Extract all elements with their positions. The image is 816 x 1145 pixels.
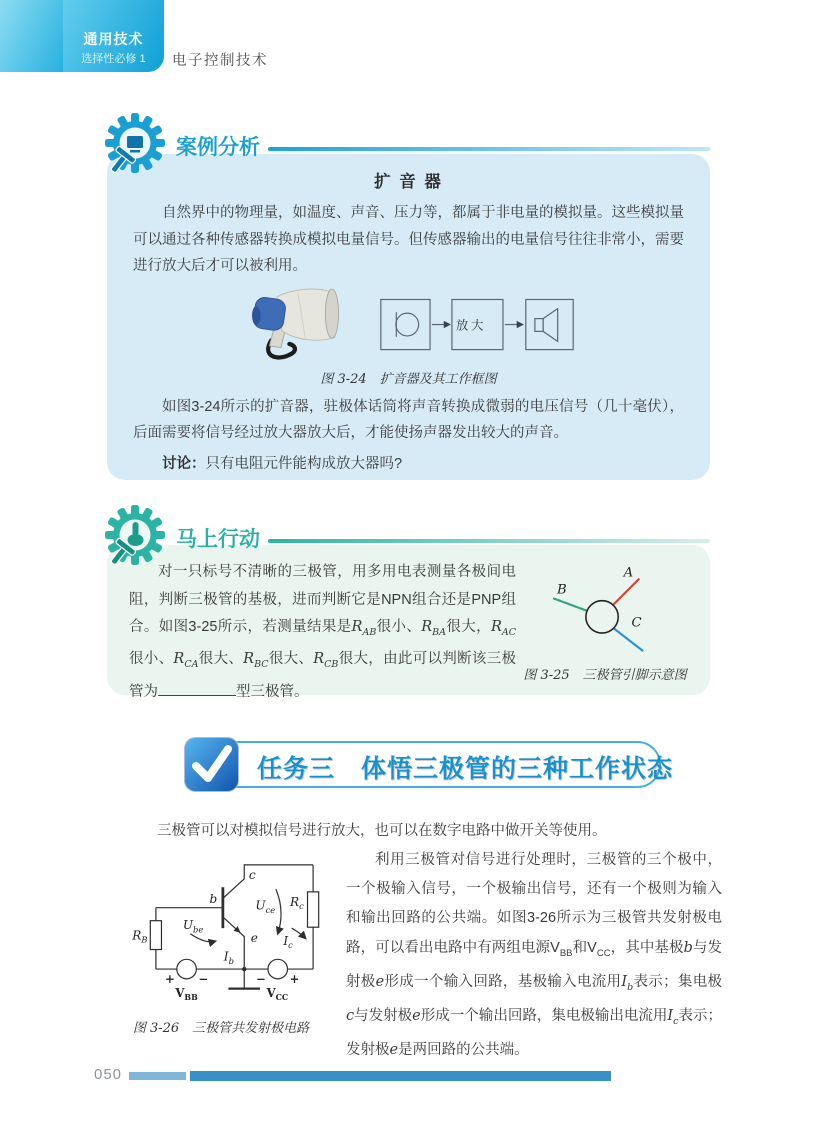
figure-3-26-caption: 图 3-26 三极管共发射极电路 [132, 1021, 310, 1036]
footer-bar-dark [190, 1071, 611, 1081]
amplify-block-label: 放大 [455, 318, 486, 333]
course-title: 通用技术 [83, 31, 144, 47]
act-now-section-header [102, 502, 710, 574]
label-b: b [209, 892, 218, 907]
label-vcc: $V_{CC}$ [266, 985, 289, 1002]
speaker-symbol [534, 308, 557, 341]
section-title-act-now: 马上行动 [176, 528, 260, 551]
fill-in-blank [158, 681, 236, 696]
vcc-minus: − [256, 972, 266, 987]
section-divider-line [268, 147, 710, 151]
transistor-pins-diagram [516, 563, 694, 659]
label-uce: $U_{ce}$ [255, 898, 276, 915]
figure-3-25-caption: 图 3-25 三极管引脚示意图 [523, 668, 687, 683]
common-emitter-circuit-diagram [101, 850, 341, 1010]
case-analysis-section-header [102, 110, 710, 182]
task-title: 任务三 体悟三极管的三种工作状态 [257, 755, 674, 783]
label-vbb: $V_{BB}$ [175, 985, 198, 1002]
label-ube: $U_{be}$ [182, 918, 204, 935]
battery-vbb [177, 959, 197, 979]
resistor-rb [150, 921, 161, 950]
figure-3-24 [133, 286, 684, 364]
page-number: 050 [94, 1066, 123, 1083]
figure-3-26 [96, 850, 346, 1036]
act-now-text: 对一只标号不清晰的三极管，用多用电表测量各极间电阻，判断三极管的基极，进而判断它是NPN组合还是PNP组合。如图3-25所示，若测量结果是$R_{AB}$很小、$R_{BA}$很大，$R_{AC}$很小、$R_{CA}$很大、$R_{BC}$很大、$R_{CB}$很大，由此可以判断该三极管为 型三极管。 [129, 564, 517, 700]
label-rc: $R_c$ [289, 894, 304, 912]
section-divider-line [268, 539, 710, 543]
intro-paragraph: 三极管可以对模拟信号进行放大，也可以在数字电路中做开关等使用。 [157, 823, 607, 839]
article-title: 扩 音 器 [374, 173, 443, 191]
main-body-paragraph: 利用三极管对信号进行处理时，三极管的三个极中，一个极输入信号，一个极输出信号，还有一个极则为输入和输出回路的公共端。如图3-26所示为三极管共发射极电路，可以看出电路中有两组电源$V_{BB}$和$V_{CC}$，其中基极b与发射极e形成一个输入回路，基极输入电流用$I_b$表示；集电极c与发射极e形成一个输出回路，集电极输出电流用$I_c$表示；发射极e是两回路的公共端。 [346, 852, 723, 1058]
task-banner [183, 736, 674, 793]
arrow-icon [516, 320, 523, 327]
label-c: c [248, 867, 256, 882]
arrow-icon [443, 320, 450, 327]
section-title-case-analysis: 案例分析 [176, 136, 260, 159]
label-e: e [250, 931, 258, 946]
label-ic: $I_c$ [283, 933, 293, 951]
gear-icon [102, 110, 174, 182]
vcc-plus: + [289, 972, 300, 987]
figure-3-25 [516, 559, 694, 695]
pin-label-a: A [623, 565, 634, 581]
header-course-block [63, 0, 164, 72]
label-ib: $I_b$ [223, 949, 234, 966]
pin-b-line [553, 598, 590, 612]
case-paragraph-2: 如图3-24所示的扩音器，驻极体话筒将声音转换成微弱的电压信号（几十毫伏），后面需要将信号经过放大器放大后，才能使扬声器发出较大的声音。 [133, 398, 684, 441]
footer-bar-light [129, 1072, 186, 1080]
microphone-symbol [395, 312, 418, 337]
pin-label-b: B [557, 582, 567, 598]
discussion-line: 讨论：只有电阻元件能构成放大器吗? [162, 455, 403, 472]
resistor-rc [308, 892, 319, 927]
battery-vcc [268, 959, 288, 979]
pin-c-line [613, 628, 643, 652]
checkmark-icon [183, 736, 240, 793]
vbb-plus: + [164, 972, 175, 987]
case-paragraph-1: 自然界中的物理量，如温度、声音、压力等，都属于非电量的模拟量。这些模拟量可以通过各种传感器转换成模拟电量信号。但传感器输出的电量信号往往非常小，需要进行放大后才可以被利用。 [133, 205, 684, 274]
megaphone-illustration [243, 287, 349, 363]
pin-label-c: C [631, 615, 642, 631]
subject-title: 电子控制技术 [172, 53, 268, 69]
case-analysis-box [107, 154, 710, 480]
header-color-strip [0, 0, 63, 72]
vbb-minus: − [198, 972, 209, 987]
figure-3-24-caption: 图 3-24 扩音器及其工作框图 [320, 371, 497, 387]
pin-a-line [612, 579, 639, 606]
label-rb: $R_B$ [132, 928, 148, 945]
gear-hand-icon [102, 502, 174, 574]
amplifier-block-diagram [379, 292, 575, 358]
course-module: 选择性必修 1 [81, 53, 146, 65]
